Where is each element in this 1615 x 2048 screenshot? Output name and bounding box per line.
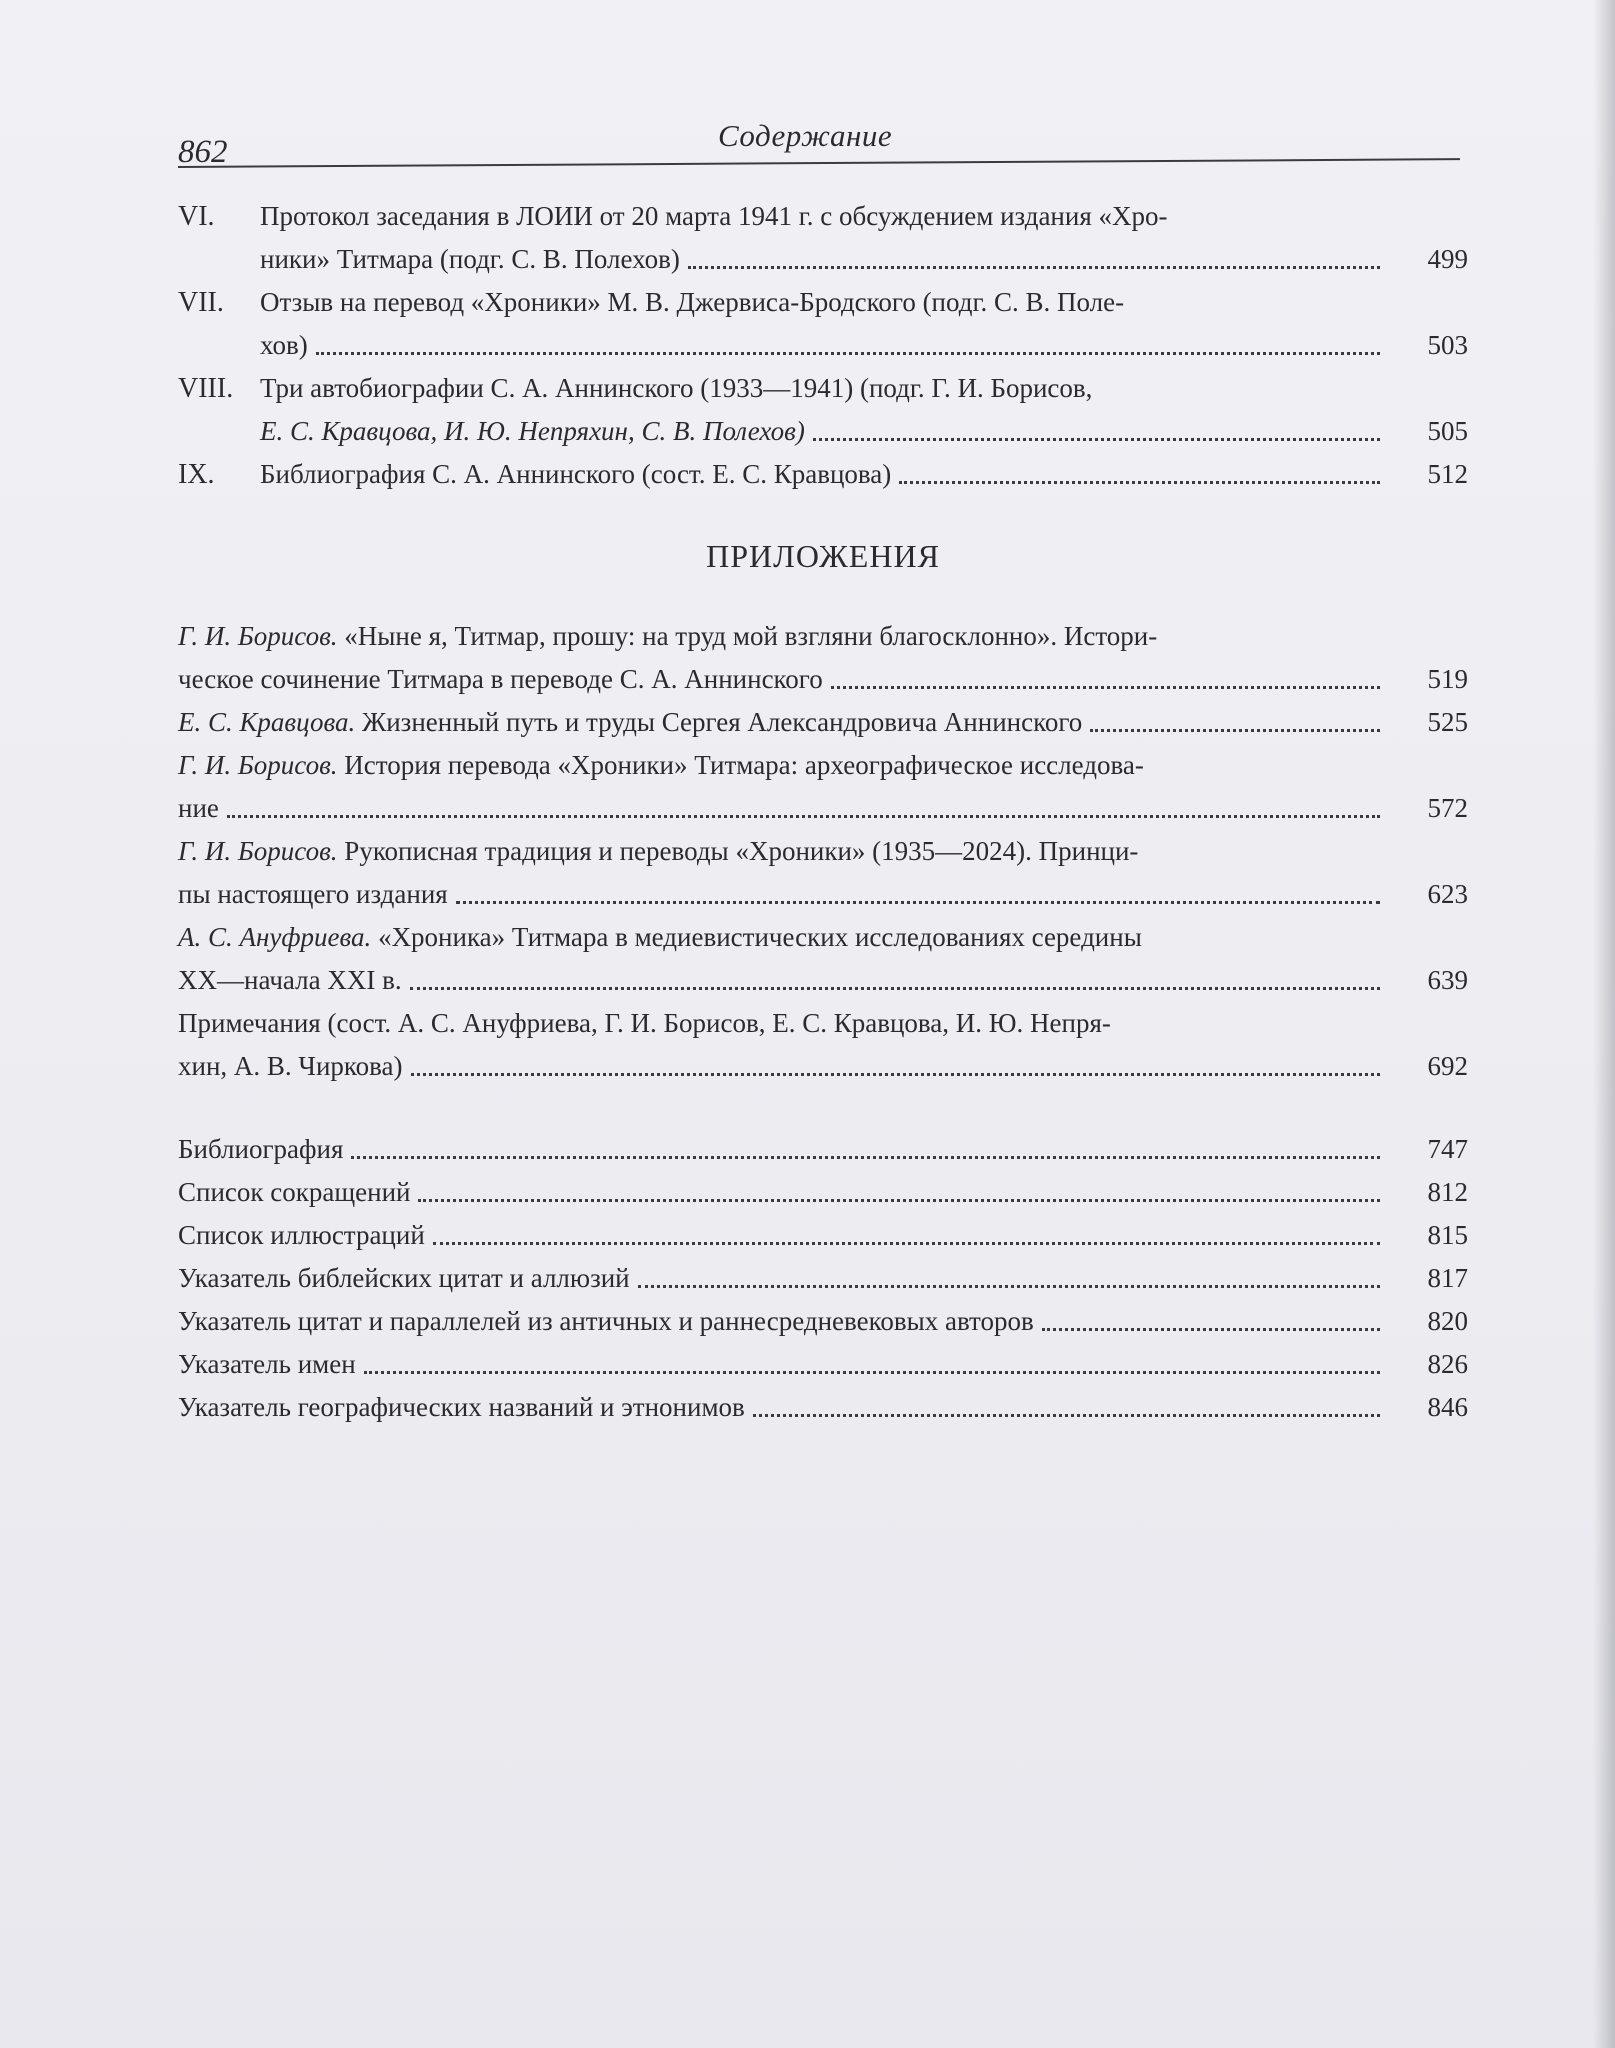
toc-entry (178, 367, 1468, 453)
entry-text: хов) (260, 330, 308, 360)
page-header (178, 118, 1460, 168)
dot-leader (433, 1242, 1380, 1245)
entry-page: 846 (1427, 1392, 1468, 1422)
entry-text: Отзыв на перевод «Хроники» М. В. Джервиса-Бродского (подг. С. В. Поле- (260, 287, 1125, 317)
entry-page: 503 (1427, 330, 1468, 360)
entry-text: «Ныне я, Титмар, прошу: на труд мой взгляни благосклонно». Истори- (344, 621, 1158, 651)
dot-leader (351, 1156, 1380, 1159)
entry-page: 639 (1427, 965, 1468, 995)
entry-text: Рукописная традиция и переводы «Хроники» (1935—2024). Принци- (344, 836, 1139, 866)
dot-leader (411, 1073, 1380, 1076)
entry-text: Жизненный путь и труды Сергея Александровича Аннинского (362, 707, 1083, 737)
toc-entry (178, 830, 1468, 916)
entry-page: 817 (1427, 1263, 1468, 1293)
header-rule (178, 158, 1460, 168)
entry-text: хин, А. В. Чиркова) (178, 1051, 403, 1081)
toc-entry (178, 615, 1468, 701)
dot-leader (753, 1414, 1380, 1417)
roman-numeral: IX. (178, 459, 215, 490)
dot-leader (638, 1285, 1380, 1288)
dot-leader (410, 987, 1380, 990)
page-edge-shadow (1593, 0, 1615, 2048)
roman-numeral: VII. (178, 287, 224, 318)
entry-author: Е. С. Кравцова. (178, 707, 356, 737)
entry-text: ники» Титмара (подг. С. В. Полехов) (260, 244, 680, 274)
toc-entry (178, 195, 1468, 281)
entry-text: Список сокращений (178, 1177, 411, 1207)
entry-text: Три автобиографии С. А. Аннинского (1933—1941) (подг. Г. И. Борисов, (260, 373, 1093, 403)
dot-leader (688, 266, 1380, 269)
toc-entry (178, 1386, 1468, 1429)
entry-text: Указатель географических названий и этнонимов (178, 1392, 745, 1422)
dot-leader (316, 352, 1380, 355)
entry-author: Г. И. Борисов. (178, 750, 338, 780)
toc-entry (178, 1128, 1468, 1171)
section-title: ПРИЛОЖЕНИЯ (706, 538, 940, 574)
table-of-contents (178, 195, 1468, 1429)
entry-page: 572 (1427, 793, 1468, 823)
toc-entry (178, 281, 1468, 367)
roman-numeral: VI. (178, 201, 215, 232)
entry-text: Указатель цитат и параллелей из античных и раннесредневековых авторов (178, 1306, 1034, 1336)
toc-entry (178, 1300, 1468, 1343)
dot-leader (418, 1199, 1380, 1202)
entry-text: ние (178, 793, 219, 823)
toc-entry (178, 701, 1468, 744)
toc-entry (178, 1257, 1468, 1300)
entry-text: пы настоящего издания (178, 879, 448, 909)
dot-leader (227, 815, 1380, 818)
toc-entry (178, 916, 1468, 1002)
running-title: Содержание (718, 118, 893, 153)
toc-entry (178, 744, 1468, 830)
entry-text: ческое сочинение Титмара в переводе С. А. Аннинского (178, 664, 823, 694)
entry-text: Список иллюстраций (178, 1220, 425, 1250)
entry-page: 505 (1427, 416, 1468, 446)
entry-page: 512 (1427, 459, 1468, 489)
page-number: 862 (178, 134, 228, 170)
entry-page: 812 (1427, 1177, 1468, 1207)
entry-page: 623 (1427, 879, 1468, 909)
entry-text: «Хроника» Титмара в медиевистических исследованиях середины (378, 922, 1142, 952)
entry-page: 525 (1427, 707, 1468, 737)
entry-text: История перевода «Хроники» Титмара: археографическое исследова- (344, 750, 1144, 780)
entry-text: Указатель библейских цитат и аллюзий (178, 1263, 630, 1293)
entry-page: 747 (1427, 1134, 1468, 1164)
entry-text: Е. С. Кравцова, И. Ю. Непряхин, С. В. Полехов) (260, 416, 805, 446)
entry-author: А. С. Ануфриева. (178, 922, 372, 952)
toc-entry (178, 1171, 1468, 1214)
dot-leader (1090, 729, 1380, 732)
entry-text: Библиография С. А. Аннинского (сост. Е. С. Кравцова) (260, 459, 892, 489)
entry-page: 826 (1427, 1349, 1468, 1379)
entry-page: 820 (1427, 1306, 1468, 1336)
roman-numeral: VIII. (178, 373, 234, 404)
entry-page: 692 (1427, 1051, 1468, 1081)
entry-author: Г. И. Борисов. (178, 621, 338, 651)
dot-leader (364, 1371, 1380, 1374)
toc-entry (178, 1343, 1468, 1386)
entry-text: Библиография (178, 1134, 344, 1164)
dot-leader (899, 481, 1380, 484)
toc-entry (178, 1002, 1468, 1088)
dot-leader (1042, 1328, 1380, 1331)
toc-entry (178, 453, 1468, 496)
dot-leader (456, 901, 1380, 904)
entry-text: XX—начала XXI в. (178, 965, 402, 995)
entry-page: 815 (1427, 1220, 1468, 1250)
toc-entry (178, 1214, 1468, 1257)
entry-page: 499 (1427, 244, 1468, 274)
entry-text: Протокол заседания в ЛОИИ от 20 марта 1941 г. с обсуждением издания «Хро- (260, 201, 1168, 231)
entry-page: 519 (1427, 664, 1468, 694)
entry-text: Примечания (сост. А. С. Ануфриева, Г. И. Борисов, Е. С. Кравцова, И. Ю. Непря- (178, 1008, 1111, 1038)
dot-leader (813, 438, 1380, 441)
entry-author: Г. И. Борисов. (178, 836, 338, 866)
entry-text: Указатель имен (178, 1349, 356, 1379)
dot-leader (831, 686, 1380, 689)
